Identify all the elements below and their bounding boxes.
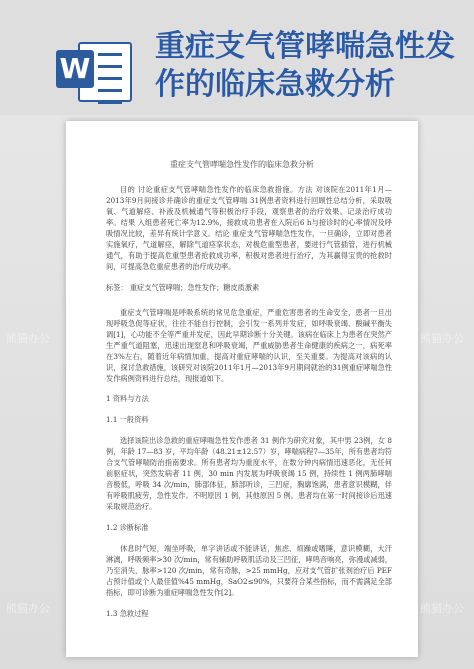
document-page: [66, 121, 418, 657]
page-title: 重症支气管哮喘急性发作的临床急救分析: [155, 29, 455, 102]
subsection-heading: 1.3 急救过程: [106, 609, 149, 618]
watermark: 熊猫办公: [420, 332, 464, 345]
document-body: [66, 184, 418, 619]
watermark: 熊猫办公: [6, 332, 50, 345]
word-letter-badge: W: [56, 50, 94, 88]
introduction: 重症支气管哮喘是呼吸系统的常见危急重症，严重危害患者的生命安全，患者一旦出现呼吸急促等症状，往往不能自行控制，会引发一系列并发症，如呼吸衰竭、酸碱平衡失调[1]，心功能不全等严重并发症，因此早期诊断十分关键。该病在临床上为患者在突然产生严重气道阻塞，迅速出现窒息和呼吸衰竭，严重威胁患者生命健康的疾病之一，病死率在3%左右，随着近年病情加重，提高对重症哮喘的认识，至关重要。为提高对该病的认识，探讨急救措施，该研究对该院2011年1月—2013年9月期间就治的31例重症哮喘急性发作病例资料进行总结，现报道如下。: [106, 308, 392, 383]
subsection-heading: 1.1 一般资料: [106, 415, 149, 424]
subsection-heading: 1.2 诊断标准: [106, 523, 149, 532]
watermark: 熊猫办公: [420, 602, 464, 615]
diagnostic-criteria: 休息时气短，端坐呼吸，单字讲话或不能讲话，焦虑、烦躁或嗜睡，意识模糊，大汗淋漓，呼吸频率>30 次/min，常有辅助呼吸肌活动及三凹征，哮鸣音响亮，弥漫或减弱，乃至消失，脉率>120 次/min，常有奇脉，>25 mmHg，应对支气管扩张剂治疗后 PEF 占预计值或个人最佳值%45 mmHg，SaO2≤90%，只要符合某些指标，而不需满足全部指标，即可诊断为重症哮喘急性发作[2]。: [106, 544, 392, 597]
general-info: 选择该院出诊急救的重症哮喘急性发作患者 31 例作为研究对象，其中男 23例，女 8例，年龄 17—83 岁，平均年龄（48.21±12.57）岁，哮喘病程7—35年，所有患者均符合支气管哮喘防治指南要求。所有患者均为重度水平，在数分钟内病情迅速恶化，无任何前驱症状，突然发病者 11 例，30 min 内发展为呼吸衰竭 15 例，持续性 1 例两肺哮喘音极低，呼吸 34 次/min，肺部体征，肺部听诊，三凹症，胸廓饱满，患者意识模糊，伴有呼吸肌疲劳，急性发作。不明原因 1 例，其他原因 5 例。患者均在第一时间接诊后迅速采取规范治疗。: [106, 436, 392, 511]
document-title: 重症支气管哮喘急性发作的临床急救分析: [170, 160, 314, 169]
keywords: 标签： 重症支气管哮喘；急性发作；糖皮质激素: [106, 283, 260, 292]
section-heading: 1 资料与方法: [106, 394, 149, 403]
abstract: 目的 讨论重症支气管哮喘急性发作的临床急救措施。方法 对该院在2011年1月—2013年9月间接诊并确诊的重症支气管哮喘 31例患者资料进行回顾性总结分析，采取吸氧、气道解痉、补液及机械通气等积极治疗手段，观察患者的治疗效果。记录治疗成功率。结果 入组患者死亡率为12.9%，接救成功患者在入院后6 h与接诊时的心率情况及呼吸情况比较，差异有统计学意义。结论 重症支气管哮喘急性发作，一旦确诊，立即对患者实施氧疗，气道解痉，解除气道痉挛状态，对极危重型患者，要进行气管插管，进行机械通气，有助于提高危重型患者抢救成功率，积极对患者进行治疗，为其赢得宝贵的抢救时间，可提高急危重症患者的治疗成功率。: [106, 185, 392, 271]
watermark: 熊猫办公: [6, 602, 50, 615]
word-icon: [56, 34, 130, 104]
